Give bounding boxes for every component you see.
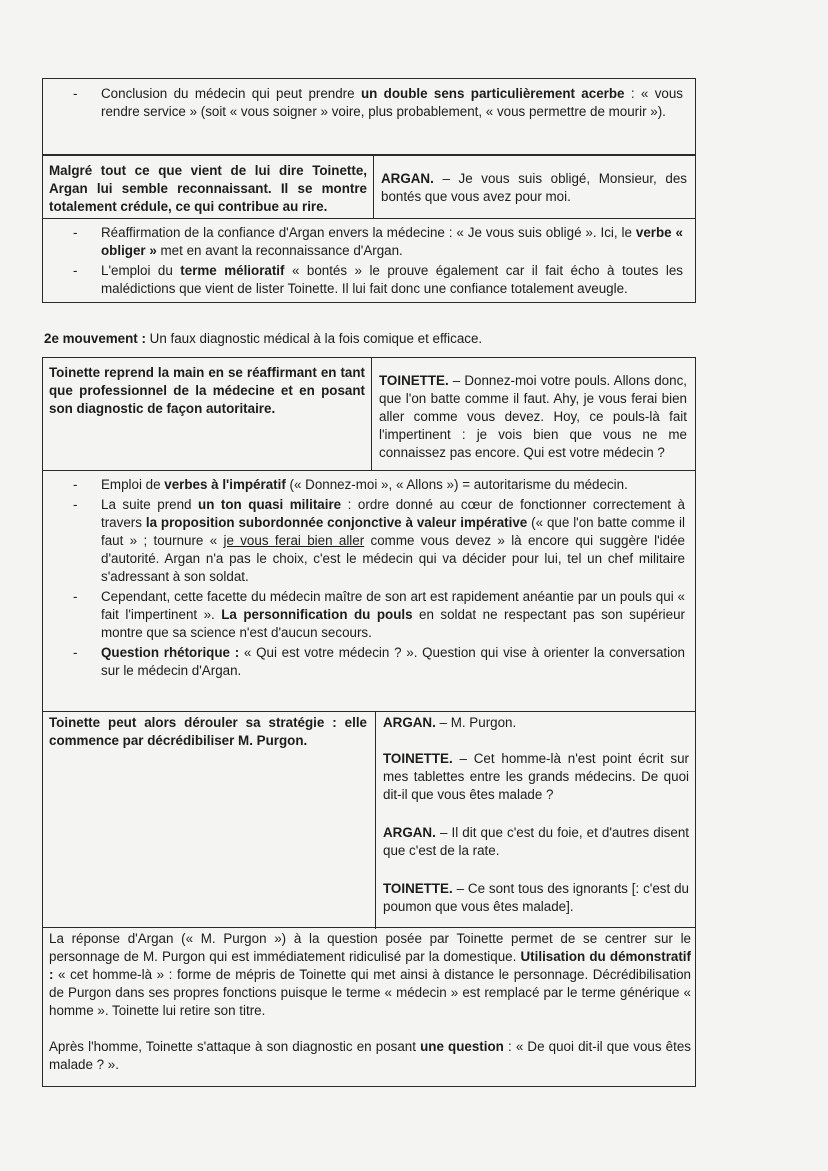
bullet-item: - Réaffirmation de la confiance d'Argan envers la médecine : « Je vous suis obligé ». Ici, le verbe « obliger » met en avant la reconnaissance d'Argan. xyxy=(43,224,683,260)
bullet-item: - Conclusion du médecin qui peut prendre un double sens particulièrement acerbe : « vous rendre service » (soit « vous soigner » voire, plus probablement, « vous permettre de mourir »). xyxy=(43,85,683,121)
bullet-item: - L'emploi du terme mélioratif « bontés » le prouve également car il fait écho à toutes les malédictions que vient de lister Toinette. Il lui fait donc une confiance totalement aveugle. xyxy=(43,262,683,298)
dialogue-line: TOINETTE. – Cet homme-là n'est point écrit sur mes tablettes entre les grands médecins. De quoi dit-il que vous êtes malade ? xyxy=(383,751,689,802)
commentary-cell: Toinette peut alors dérouler sa stratégie : elle commence par décrédibiliser M. Purgon. xyxy=(49,715,367,748)
bullet-item: - Cependant, cette facette du médecin maître de son art est rapidement anéantie par un pouls qui « fait l'impertinent ». La personnification du pouls en soldat ne respectant pas son supérieur montre que sa science n'est d'aucun secours. xyxy=(43,588,685,642)
bullet-item: - Emploi de verbes à l'impératif (« Donnez-moi », « Allons ») = autoritarisme du médecin. xyxy=(43,476,685,494)
dialogue-line: ARGAN. – M. Purgon. xyxy=(383,715,517,730)
dialogue-line: ARGAN. – Il dit que c'est du foie, et d'autres disent que c'est de la rate. xyxy=(383,825,689,858)
commentary-cell: Toinette reprend la main en se réaffirmant en tant que professionnel de la médecine et en posant son diagnostic de façon autoritaire. xyxy=(49,365,365,416)
commentary-paragraph: La réponse d'Argan (« M. Purgon ») à la question posée par Toinette permet de se centrer sur le personnage de M. Purgon qui est immédiatement ridiculisé par la domestique. Utilisation du démonstratif : « cet homme-là » : forme de mépris de Toinette qui met ainsi à distance le personnage. Décrédibilisation de Purgon dans ses propres fonctions puisque le terme « médecin » est remplacé par le terme générique « homme ». Toinette lui retire son titre. Après l'homme, Toinette s'attaque à son diagnostic en posant une question : « De quoi dit-il que vous êtes malade ? ». xyxy=(49,931,691,1072)
section-heading: 2e mouvement : Un faux diagnostic médical à la fois comique et efficace. xyxy=(44,331,483,346)
analysis-block-1 xyxy=(42,78,696,155)
bullet-item: - Question rhétorique : « Qui est votre médecin ? ». Question qui vise à orienter la conversation sur le médecin d'Argan. xyxy=(43,644,685,680)
analysis-block-3 xyxy=(42,357,696,712)
play-excerpt-cell: TOINETTE. – Donnez-moi votre pouls. Allons donc, que l'on batte comme il faut. Ahy, je vous ferai bien aller comme vous devez. Hoy, ce pouls-là fait l'impertinent : je vois bien que vous ne me connaissez pas encore. Qui est votre médecin ? xyxy=(379,373,687,460)
analysis-block-2 xyxy=(42,155,696,303)
commentary-cell: Malgré tout ce que vient de lui dire Toinette, Argan lui semble reconnaissant. Il se montre totalement crédule, ce qui contribue au rire. xyxy=(49,163,367,214)
play-excerpt-cell: ARGAN. – Je vous suis obligé, Monsieur, des bontés que vous avez pour moi. xyxy=(381,171,687,204)
dialogue-line: TOINETTE. – Ce sont tous des ignorants [: c'est du poumon que vous êtes malade]. xyxy=(383,881,689,914)
bullet-item: - La suite prend un ton quasi militaire : ordre donné au cœur de fonctionner correctement à travers la proposition subordonnée conjonctive à valeur impérative (« que l'on batte comme il faut » ; tournure « je vous ferai bien aller comme vous devez » là encore qui suggère l'idée d'autorité. Argan n'a pas le choix, c'est le médecin qui va décider pour lui, tel un chef militaire s'adressant à son soldat. xyxy=(43,496,685,586)
play-excerpt-cell xyxy=(383,714,689,916)
analysis-block-4 xyxy=(42,711,696,928)
analysis-block-5 xyxy=(42,927,696,1087)
